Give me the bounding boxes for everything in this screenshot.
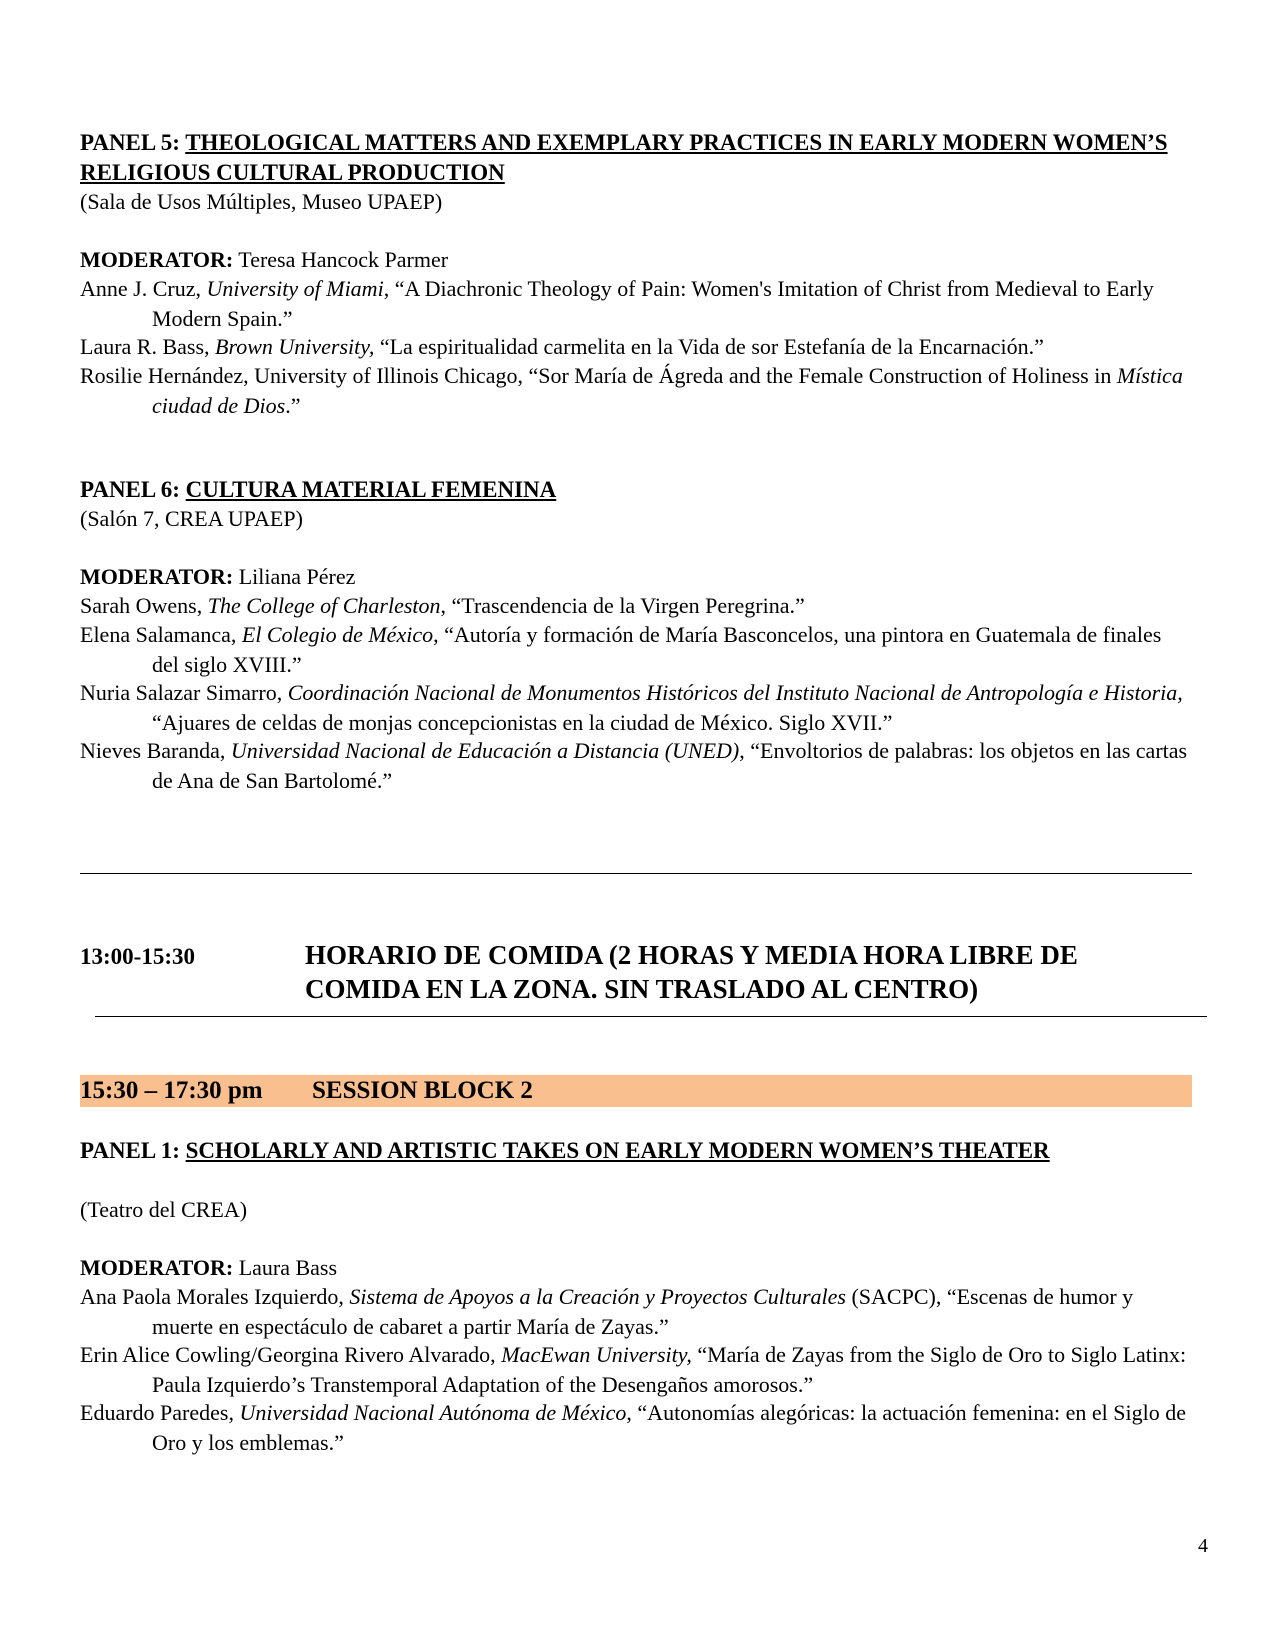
page-number: 4 <box>1198 1535 1208 1557</box>
moderator-label: MODERATOR: <box>80 564 234 589</box>
presenter-affiliation: The College of Charleston <box>207 593 441 618</box>
presentation-title: , “Autoría y formación de María Basconcelos, una pintora en Guatemala de finales del siglo XVIII.” <box>152 622 1162 677</box>
moderator-name: Laura Bass <box>233 1255 338 1280</box>
presenter-affiliation: Brown University, <box>215 334 375 359</box>
panel-1-title: SCHOLARLY AND ARTISTIC TAKES ON EARLY MODERN WOMEN’S THEATER <box>185 1138 1050 1163</box>
panel-5-title: THEOLOGICAL MATTERS AND EXEMPLARY PRACTICES IN EARLY MODERN WOMEN’S RELIGIOUS CULTURAL PRODUCTION <box>80 130 1168 185</box>
moderator-label: MODERATOR: <box>80 1255 234 1280</box>
presenter-entry <box>80 332 1190 362</box>
presenter-affiliation: Sistema de Apoyos a la Creación y Proyectos Culturales <box>349 1284 846 1309</box>
presenter-name: Erin Alice Cowling/Georgina Rivero Alvarado, <box>80 1342 502 1367</box>
moderator-name: Teresa Hancock Parmer <box>233 247 449 272</box>
presentation-title: , “Envoltorios de palabras: los objetos en las cartas de Ana de San Bartolomé.” <box>152 738 1188 793</box>
panel-6-heading <box>80 475 1180 505</box>
lunch-time: 13:00-15:30 <box>80 944 195 969</box>
session-time: 15:30 – 17:30 pm <box>80 1077 263 1104</box>
lunch-title: HORARIO DE COMIDA (2 HORAS Y MEDIA HORA LIBRE DE COMIDA EN LA ZONA. SIN TRASLADO AL CENTRO) <box>305 940 1078 1004</box>
presenter-entry <box>80 274 1190 334</box>
presenter-name: Laura R. Bass, <box>80 334 216 359</box>
panel-6-title: CULTURA MATERIAL FEMENINA <box>185 477 557 502</box>
presentation-title: “La espiritualidad carmelita en la Vida de sor Estefanía de la Encarnación.” <box>374 334 1044 359</box>
presenter-entry <box>80 736 1190 796</box>
presenter-entry <box>80 361 1190 421</box>
moderator-name: Liliana Pérez <box>233 564 356 589</box>
presenter-entry <box>80 1340 1190 1400</box>
presentation-title: “María de Zayas from the Siglo de Oro to Siglo Latinx: Paula Izquierdo’s Transtemporal Adaptation of the Desengaños amorosos.” <box>152 1342 1187 1397</box>
presentation-title: , “Trascendencia de la Virgen Peregrina.” <box>440 593 805 618</box>
presentation-title: , “A Diachronic Theology of Pain: Women's Imitation of Christ from Medieval to Early Modern Spain.” <box>152 276 1154 331</box>
section-divider <box>95 1016 1207 1017</box>
presenter-affiliation: University of Miami <box>206 276 384 301</box>
panel-5-prefix: PANEL 5: <box>80 130 186 155</box>
panel-6-moderator <box>80 562 355 592</box>
presenter-affiliation: El Colegio de México <box>241 622 434 647</box>
panel-1-heading <box>80 1136 1180 1166</box>
presenter-affiliation: Universidad Nacional de Educación a Distancia (UNED) <box>230 738 740 763</box>
presenter-entry <box>80 1282 1190 1342</box>
presenter-entry <box>80 591 1190 621</box>
session-label: SESSION BLOCK 2 <box>312 1077 533 1104</box>
presenter-name: Eduardo Paredes, <box>80 1400 240 1425</box>
presentation-title: , “Autonomías alegóricas: la actuación femenina: en el Siglo de Oro y los emblemas.” <box>152 1400 1187 1455</box>
panel-1-moderator <box>80 1253 337 1283</box>
presenter-entry <box>80 1398 1190 1458</box>
panel-5-heading <box>80 128 1180 188</box>
section-divider <box>80 873 1192 874</box>
panel-1-prefix: PANEL 1: <box>80 1138 186 1163</box>
panel-6-venue: (Salón 7, CREA UPAEP) <box>80 506 303 531</box>
moderator-label: MODERATOR: <box>80 247 234 272</box>
panel-6-prefix: PANEL 6: <box>80 477 186 502</box>
presentation-title: (SACPC), “Escenas de humor y muerte en espectáculo de cabaret a partir María de Zayas.” <box>152 1284 1134 1339</box>
presenter-name: Anne J. Cruz, <box>80 276 207 301</box>
panel-5-moderator <box>80 245 448 275</box>
panel-1-venue: (Teatro del CREA) <box>80 1197 248 1222</box>
presenter-entry <box>80 678 1190 738</box>
presenter-name: Elena Salamanca, <box>80 622 242 647</box>
session-block-bar <box>80 1075 1192 1107</box>
presenter-affiliation: MacEwan University, <box>501 1342 692 1367</box>
presentation-title: .” <box>285 393 301 418</box>
presenter-name: Rosilie Hernández, University of Illinois Chicago, “Sor María de Ágreda and the Female Construction of Holiness in <box>80 363 1117 388</box>
presenter-name: Sarah Owens, <box>80 593 208 618</box>
presenter-name: Ana Paola Morales Izquierdo, <box>80 1284 350 1309</box>
presenter-affiliation: Coordinación Nacional de Monumentos Históricos del Instituto Nacional de Antropología e Historia, <box>287 680 1183 705</box>
presenter-name: Nuria Salazar Simarro, <box>80 680 288 705</box>
presenter-affiliation: Universidad Nacional Autónoma de México <box>239 1400 627 1425</box>
presenter-entry <box>80 620 1190 680</box>
presenter-name: Nieves Baranda, <box>80 738 231 763</box>
presenter-affiliation: Mística ciudad de Dios <box>152 363 1183 418</box>
panel-5-venue: (Sala de Usos Múltiples, Museo UPAEP) <box>80 189 443 214</box>
presentation-title: “Ajuares de celdas de monjas concepcionistas en la ciudad de México. Siglo XVII.” <box>152 710 893 735</box>
